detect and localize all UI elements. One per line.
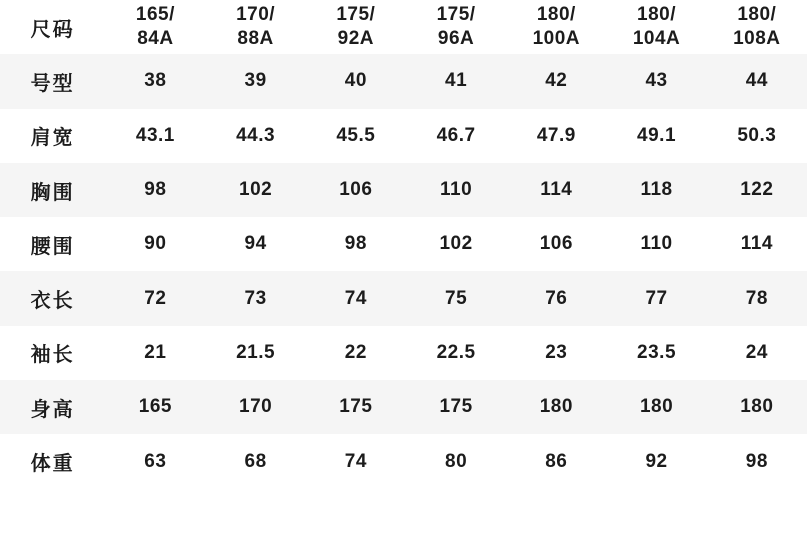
cell-value: 45.5	[336, 124, 376, 146]
cell-value: 47.9	[536, 124, 576, 146]
cell-value: 72	[105, 271, 205, 325]
cell-value: 114	[740, 233, 773, 255]
cell-value: 40	[306, 54, 406, 108]
cell-value: 165	[105, 380, 205, 434]
cell-value: 110	[406, 163, 506, 217]
row-label-length: 衣长	[0, 271, 105, 325]
cell-value: 102	[205, 163, 305, 217]
header-line-2: 108A	[733, 28, 781, 50]
cell-value: 114	[506, 163, 606, 217]
row-label-size: 尺码	[30, 18, 75, 41]
header-line-1: 180/	[536, 3, 576, 25]
cell-value: 23.5	[637, 341, 677, 363]
cell-value: 80	[445, 450, 468, 472]
column-header-170-88A	[205, 0, 305, 54]
cell-value: 98	[344, 233, 367, 255]
cell-value: 110	[640, 233, 673, 255]
cell-value: 22	[344, 341, 367, 363]
cell-value: 22.5	[436, 341, 476, 363]
column-header-175-92A	[306, 0, 406, 54]
cell-value: 106	[539, 233, 573, 255]
table-row	[0, 163, 807, 217]
cell-value: 175	[306, 380, 406, 434]
table-row	[0, 109, 807, 163]
cell-value: 42	[506, 54, 606, 108]
cell-value: 21.5	[236, 341, 276, 363]
header-line-1: 175/	[436, 3, 476, 25]
header-line-2: 92A	[337, 28, 375, 50]
header-line-2: 84A	[137, 28, 174, 50]
row-label-shoulder: 肩宽	[30, 127, 75, 150]
cell-value: 41	[406, 54, 506, 108]
cell-value: 49.1	[637, 124, 677, 146]
header-line-1: 180/	[637, 3, 677, 25]
row-label-waist: 腰围	[30, 235, 75, 258]
cell-value: 92	[645, 450, 668, 472]
cell-value: 170	[205, 380, 305, 434]
column-header-180-104A	[606, 0, 706, 54]
cell-value: 180	[506, 380, 606, 434]
cell-value: 77	[606, 271, 706, 325]
table-row	[0, 217, 807, 271]
cell-value: 118	[606, 163, 706, 217]
cell-value: 44.3	[236, 124, 276, 146]
cell-value: 122	[707, 163, 807, 217]
cell-value: 78	[707, 271, 807, 325]
table-row	[0, 271, 807, 325]
cell-value: 68	[244, 450, 267, 472]
header-line-2: 96A	[437, 28, 475, 50]
cell-value: 75	[406, 271, 506, 325]
cell-value: 73	[205, 271, 305, 325]
cell-value: 43	[606, 54, 706, 108]
cell-value: 63	[144, 450, 167, 472]
row-label-bust: 胸围	[0, 163, 105, 217]
cell-value: 23	[545, 341, 568, 363]
header-line-1: 180/	[737, 3, 777, 25]
row-label-model: 号型	[0, 54, 105, 108]
header-line-2: 104A	[632, 28, 681, 50]
cell-value: 21	[144, 341, 167, 363]
cell-value: 38	[105, 54, 205, 108]
header-line-1: 170/	[236, 3, 276, 25]
cell-value: 180	[707, 380, 807, 434]
header-line-1: 175/	[336, 3, 376, 25]
cell-value: 94	[244, 233, 267, 255]
table-row	[0, 380, 807, 434]
row-label-weight: 体重	[30, 453, 75, 476]
cell-value: 106	[306, 163, 406, 217]
cell-value: 98	[745, 450, 768, 472]
row-label-sleeve: 袖长	[30, 344, 75, 367]
header-line-2: 88A	[237, 28, 274, 50]
column-header-180-100A	[506, 0, 606, 54]
cell-value: 50.3	[737, 124, 777, 146]
header-line-1: 165/	[135, 3, 175, 25]
cell-value: 44	[707, 54, 807, 108]
cell-value: 74	[306, 271, 406, 325]
table-header-row	[0, 0, 807, 54]
cell-value: 24	[745, 341, 768, 363]
cell-value: 98	[105, 163, 205, 217]
cell-value: 39	[205, 54, 305, 108]
cell-value: 175	[406, 380, 506, 434]
table-row	[0, 326, 807, 380]
row-label-height: 身高	[0, 380, 105, 434]
column-header-165-84A	[105, 0, 205, 54]
column-header-180-108A	[707, 0, 807, 54]
cell-value: 76	[506, 271, 606, 325]
column-header-175-96A	[406, 0, 506, 54]
cell-value: 74	[344, 450, 367, 472]
cell-value: 90	[144, 233, 167, 255]
cell-value: 180	[606, 380, 706, 434]
header-line-2: 100A	[532, 28, 581, 50]
cell-value: 102	[439, 233, 473, 255]
cell-value: 86	[545, 450, 568, 472]
table-row	[0, 54, 807, 108]
cell-value: 46.7	[436, 124, 476, 146]
cell-value: 43.1	[135, 124, 175, 146]
table-row	[0, 434, 807, 488]
